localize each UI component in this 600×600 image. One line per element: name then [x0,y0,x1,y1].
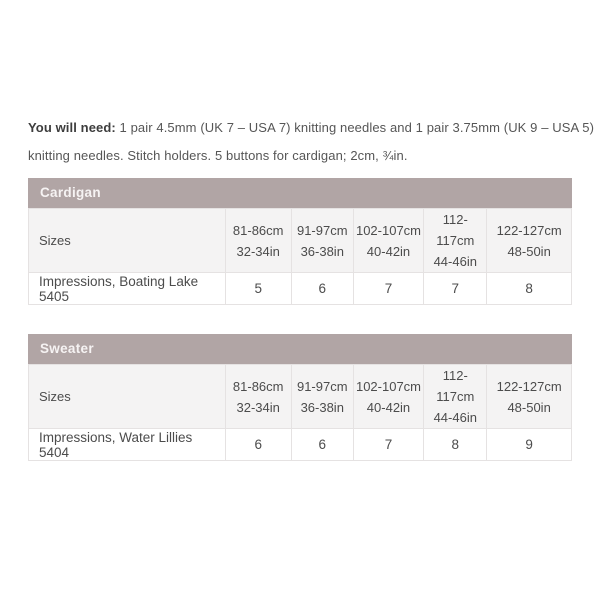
sweater-section-title: Sweater [28,334,572,364]
materials-note-lead: You will need: [28,120,116,135]
size-cm: 91-97cm [296,378,348,394]
yarn-quantity: 6 [291,429,353,461]
size-cm: 122-127cm [496,222,562,238]
size-column-header [225,365,291,429]
size-column-header [291,209,353,273]
size-column-header [353,209,424,273]
sweater-sizes-header-row [29,365,572,429]
yarn-quantity: 6 [225,429,291,461]
size-in: 40-42in [366,243,411,259]
materials-note [28,114,595,170]
yarn-quantity-row [29,429,572,461]
size-cm: 112-117cm [436,368,475,404]
size-column-header [424,365,487,429]
sizes-label: Sizes [29,209,226,273]
size-cm: 112-117cm [436,212,475,248]
size-column-header [424,209,487,273]
size-in: 48-50in [507,243,551,259]
size-in: 40-42in [366,399,411,415]
yarn-quantity: 6 [291,273,353,305]
sweater-size-table [28,364,572,461]
size-cm: 102-107cm [355,378,422,394]
yarn-name: Impressions, Water Lillies 5404 [29,429,226,461]
yarn-quantity: 7 [353,429,424,461]
yarn-quantity: 5 [225,273,291,305]
size-column-header [487,365,572,429]
materials-note-line1-text: 1 pair 4.5mm (UK 7 – USA 7) knitting needles and 1 pair 3.75mm (UK 9 – USA 5) [115,120,595,135]
yarn-name: Impressions, Boating Lake 5405 [29,273,226,305]
size-cm: 81-86cm [232,378,284,394]
size-in: 44-46in [433,410,477,425]
yarn-quantity: 7 [424,273,487,305]
yarn-quantity: 8 [424,429,487,461]
cardigan-section [28,178,572,305]
yarn-quantity: 9 [487,429,572,461]
size-cm: 91-97cm [296,222,348,238]
size-in: 32-34in [236,399,280,415]
yarn-quantity-row [29,273,572,305]
sizes-label: Sizes [29,365,226,429]
size-in: 32-34in [236,243,280,259]
size-in: 36-38in [300,399,344,415]
size-in: 36-38in [300,243,344,259]
materials-note-line1 [28,120,594,135]
size-column-header [291,365,353,429]
cardigan-section-title: Cardigan [28,178,572,208]
yarn-quantity: 7 [353,273,424,305]
size-cm: 81-86cm [232,222,284,238]
materials-note-line2: knitting needles. Stitch holders. 5 buttons for cardigan; 2cm, ¾in. [28,148,408,163]
size-column-header [353,365,424,429]
cardigan-size-table [28,208,572,305]
cardigan-sizes-header-row [29,209,572,273]
size-column-header [225,209,291,273]
size-in: 48-50in [507,399,551,415]
sweater-section [28,334,572,461]
size-cm: 102-107cm [355,222,422,238]
size-cm: 122-127cm [496,378,562,394]
yarn-quantity: 8 [487,273,572,305]
size-in: 44-46in [433,254,477,269]
size-column-header [487,209,572,273]
